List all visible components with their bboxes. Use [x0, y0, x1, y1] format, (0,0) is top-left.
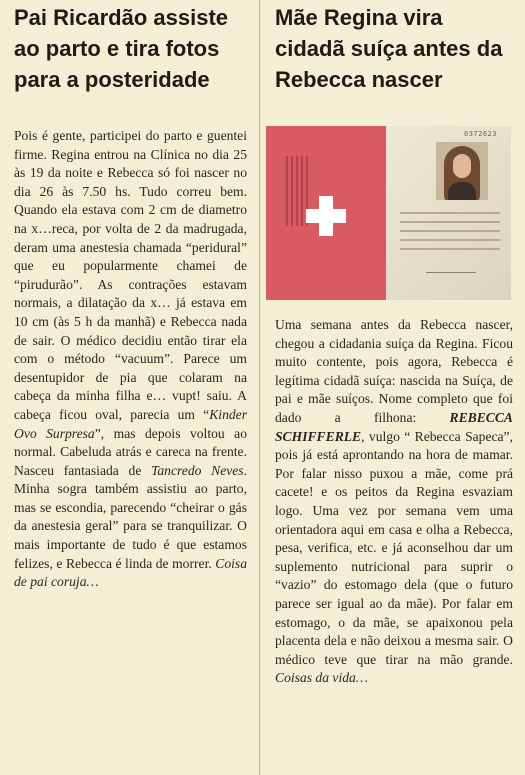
left-article	[0, 0, 261, 775]
body-run: . Minha sogra também assistiu ao parto, mas se escondia, parecendo “cheirar o gás da anestesia geral” para se tranquilizar. O mais importante de tudo é que estamos felizes, e Rebecca é linda de morrer.	[14, 462, 247, 571]
right-article-body	[275, 316, 513, 688]
left-headline-line: Pai Ricardão assiste	[14, 5, 229, 30]
cover-lettering	[286, 156, 308, 226]
right-article	[261, 0, 525, 775]
passport-fields	[400, 212, 500, 257]
right-headline-line: Mãe Regina vira	[275, 5, 443, 30]
left-article-body	[14, 127, 247, 592]
left-headline	[14, 0, 247, 95]
body-run: Pois é gente, participei do parto e guentei firme. Regina entrou na Clínica no dia 25 às 19 da noite e Rebecca só foi nascer no dia 26 às 7.50 hs. Tudo correu bem. Quando ela estava com 2 cm de diametro na x…reca, por volta de 2 da madrugada, deram uma anestesia chamada “peridural” que eu popularmente chamei de “pirudurão”. As contrações estavam normais, a dilatação da x… já estava em 10 cm (às 5 h da manhã) e Rebecca nada de sair. O médico decidiu então tirar ela com o método “vacuum”. Parece um desentupidor de pia que colaram na cabeça da minha filha e… vupt! saiu. A cabeça ficou oval, parecia um “	[14, 128, 247, 422]
body-run-italic: Coisas da vida…	[275, 670, 368, 686]
right-headline-line: cidadã suíça antes da	[275, 36, 503, 61]
body-run: ”, mas depois voltou ao normal. Cabeluda atrás e careca na frente. Nasceu fantasiada de	[14, 425, 247, 478]
passport-signature	[426, 262, 476, 273]
passport-photo	[436, 142, 488, 200]
right-headline	[275, 0, 513, 95]
swiss-cross-icon	[306, 196, 346, 236]
passport-data-page	[386, 126, 511, 300]
body-run-italic: Tancredo Neves	[151, 462, 244, 478]
left-headline-line: ao parto e tira fotos	[14, 36, 220, 61]
body-run-italic: Kinder Ovo Surpresa	[14, 406, 247, 441]
body-run: , vulgo “ Rebecca Sapeca”, pois já está aprontando na hora de mamar. Por falar nisso puxou a mãe, come prá cacete! e os peitos da Regina esvaziam logo. Uma vez por semana vem uma orientadora aqui em casa e olha a Rebecca, pesa, verifica, etc. e já aconselhou dar um suplemento nutricional para suprir o “vazio” do estomago dela (que o futuro parece ser igual ao da mãe). Por falar em estomago, o da mãe, se apaixonou pela placenta dela e não deixou a mesma sair. O médico teve que tirar na mão grande.	[275, 428, 513, 667]
body-run-bold-italic: REBECCA SCHIFFERLE	[275, 409, 513, 444]
right-headline-line: Rebecca nascer	[275, 67, 443, 92]
swiss-passport-image	[266, 126, 511, 300]
left-headline-line: para a posteridade	[14, 67, 210, 92]
passport-number: 0372623	[463, 130, 497, 138]
passport-cover	[266, 126, 386, 300]
body-run-italic: Coisa de pai coruja…	[14, 555, 247, 590]
body-run: Uma semana antes da Rebecca nascer, chegou a cidadania suíça da Regina. Ficou muito contente, pois agora, Rebecca é legítima cidadã suíça: nascida na Suíça, de pai e mãe suíços. Nome completo que foi dado a filhona:	[275, 317, 513, 425]
